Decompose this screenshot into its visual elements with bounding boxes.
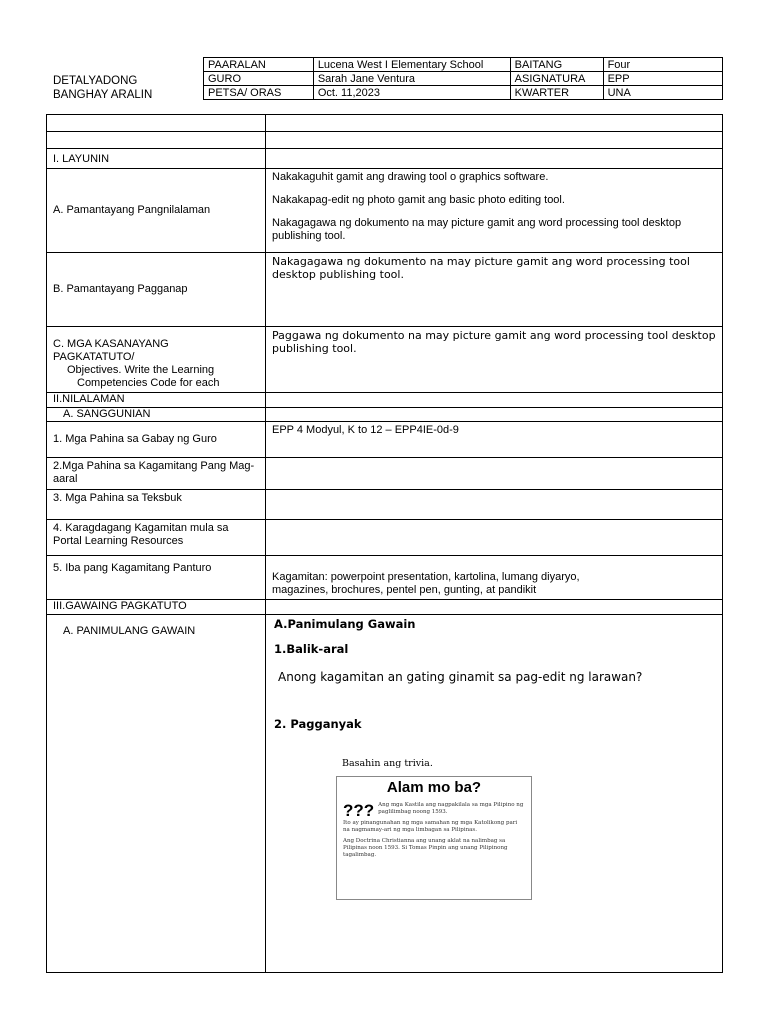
table-row <box>47 556 723 600</box>
pamantayang-pagganap-label: B. Pamantayang Pagganap <box>47 253 266 327</box>
objective-item: Nakakaguhit gamit ang drawing tool o graphics software. <box>272 171 549 183</box>
header-cell: PETSA/ ORAS <box>204 86 314 100</box>
header-cell: Lucena West I Elementary School <box>313 58 510 72</box>
materials-line: magazines, brochures, pentel pen, gunting, at pandikit <box>272 584 537 596</box>
label-line: C. MGA KASANAYANG <box>53 338 169 350</box>
section-nilalaman: II.NILALAMAN <box>47 393 266 408</box>
table-row <box>47 253 723 327</box>
header-cell: EPP <box>603 72 722 86</box>
empty-cell <box>266 408 723 422</box>
header-row <box>204 72 723 86</box>
label-line: PAGKATATUTO/ <box>53 351 135 363</box>
trivia-box <box>336 776 532 900</box>
panimulang-gawain-label: A. PANIMULANG GAWAIN <box>47 615 266 973</box>
kasanayang-pagkatuto-label <box>47 327 266 393</box>
lesson-plan-table <box>46 114 723 973</box>
empty-cell <box>266 490 723 520</box>
table-row <box>47 327 723 393</box>
table-row <box>47 393 723 408</box>
balik-aral-title: 1.Balik-aral <box>274 642 349 656</box>
table-row <box>47 169 723 253</box>
trivia-caption: Basahin ang trivia. <box>342 758 433 769</box>
table-row <box>47 408 723 422</box>
header-cell: PAARALAN <box>204 58 314 72</box>
portal-resources-label: 4. Karagdagang Kagamitan mula sa Portal Learning Resources <box>47 520 266 556</box>
panimula-title: A.Panimulang Gawain <box>274 617 416 631</box>
label-line: Objectives. Write the Learning <box>67 364 215 376</box>
table-row <box>47 115 723 132</box>
pamantayang-pagganap-content: Nakagagawa ng dokumento na may picture gamit ang word processing tool desktop publishing tool. <box>266 253 723 327</box>
table-row <box>47 615 723 973</box>
table-row <box>47 149 723 169</box>
table-row <box>47 422 723 458</box>
label-line: Competencies Code for each <box>77 377 220 389</box>
kagamitang-mag-aaral-label: 2.Mga Pahina sa Kagamitang Pang Mag-aaral <box>47 458 266 490</box>
trivia-paragraph: Ang Doctrina Christianna ang unang aklat na nalimbag sa Pilipinas noon 1593. Si Tomas Pinpin ang unang Pilipinong tagalimbag. <box>343 838 508 858</box>
header-row <box>204 86 723 100</box>
objective-item: Nakagagawa ng dokumento na may picture gamit ang word processing tool desktop publishing tool. <box>272 217 682 242</box>
pamantayang-pangnilalaman-label: A. Pamantayang Pangnilalaman <box>47 169 266 253</box>
title-line-2: BANGHAY ARALIN <box>53 89 153 101</box>
table-row <box>47 458 723 490</box>
title-line-1: DETALYADONG <box>53 75 138 87</box>
section-layunin: I. LAYUNIN <box>47 149 266 169</box>
pamantayang-pangnilalaman-content <box>266 169 723 253</box>
trivia-paragraph: Ang mga Kastila ang nagpakilala sa mga Pilipino ng paglilimbag noong 1593. <box>378 802 524 815</box>
lesson-plan-title <box>53 74 152 102</box>
header-cell: GURO <box>204 72 314 86</box>
header-cell: UNA <box>603 86 722 100</box>
empty-cell <box>266 520 723 556</box>
objective-item: Nakakapag-edit ng photo gamit ang basic photo editing tool. <box>272 194 565 206</box>
panimulang-gawain-content <box>266 615 723 973</box>
table-row <box>47 490 723 520</box>
empty-cell <box>47 132 266 149</box>
gabay-guro-label: 1. Mga Pahina sa Gabay ng Guro <box>47 422 266 458</box>
balik-aral-question: Anong kagamitan an gating ginamit sa pag-edit ng larawan? <box>278 670 643 684</box>
table-row <box>47 600 723 615</box>
gabay-guro-value: EPP 4 Modyul, K to 12 – EPP4IE-0d-9 <box>266 422 723 458</box>
header-cell: BAITANG <box>510 58 603 72</box>
trivia-paragraph: Ito ay pinangunahan ng mga samahan ng mga Katolikong pari na nagmamay-ari ng mga limbagan sa Pilipinas. <box>343 820 518 833</box>
sanggunian-label: A. SANGGUNIAN <box>47 408 266 422</box>
header-row <box>204 58 723 72</box>
kasanayang-pagkatuto-content: Paggawa ng dokumento na may picture gamit ang word processing tool desktop publishing tool. <box>266 327 723 393</box>
empty-cell <box>266 132 723 149</box>
header-cell: Sarah Jane Ventura <box>313 72 510 86</box>
header-cell: Oct. 11,2023 <box>313 86 510 100</box>
empty-cell <box>266 458 723 490</box>
header-cell: ASIGNATURA <box>510 72 603 86</box>
empty-cell <box>266 115 723 132</box>
table-row <box>47 520 723 556</box>
header-info-table <box>203 57 723 100</box>
trivia-heading: Alam mo ba? <box>386 779 482 796</box>
empty-cell <box>47 115 266 132</box>
trivia-image <box>336 757 596 902</box>
trivia-body <box>343 802 525 820</box>
table-row <box>47 132 723 149</box>
header-cell: Four <box>603 58 722 72</box>
section-gawain: III.GAWAING PAGKATUTO <box>47 600 266 615</box>
materials-line: Kagamitan: powerpoint presentation, kartolina, lumang diyaryo, <box>272 571 580 583</box>
empty-cell <box>266 600 723 615</box>
teksbuk-label: 3. Mga Pahina sa Teksbuk <box>47 490 266 520</box>
question-marks-icon: ??? <box>343 801 375 820</box>
kagamitang-panturo-value <box>266 556 723 600</box>
empty-cell <box>266 149 723 169</box>
kagamitang-panturo-label: 5. Iba pang Kagamitang Panturo <box>47 556 266 600</box>
header-cell: KWARTER <box>510 86 603 100</box>
empty-cell <box>266 393 723 408</box>
pagganyak-title: 2. Pagganyak <box>274 717 362 731</box>
